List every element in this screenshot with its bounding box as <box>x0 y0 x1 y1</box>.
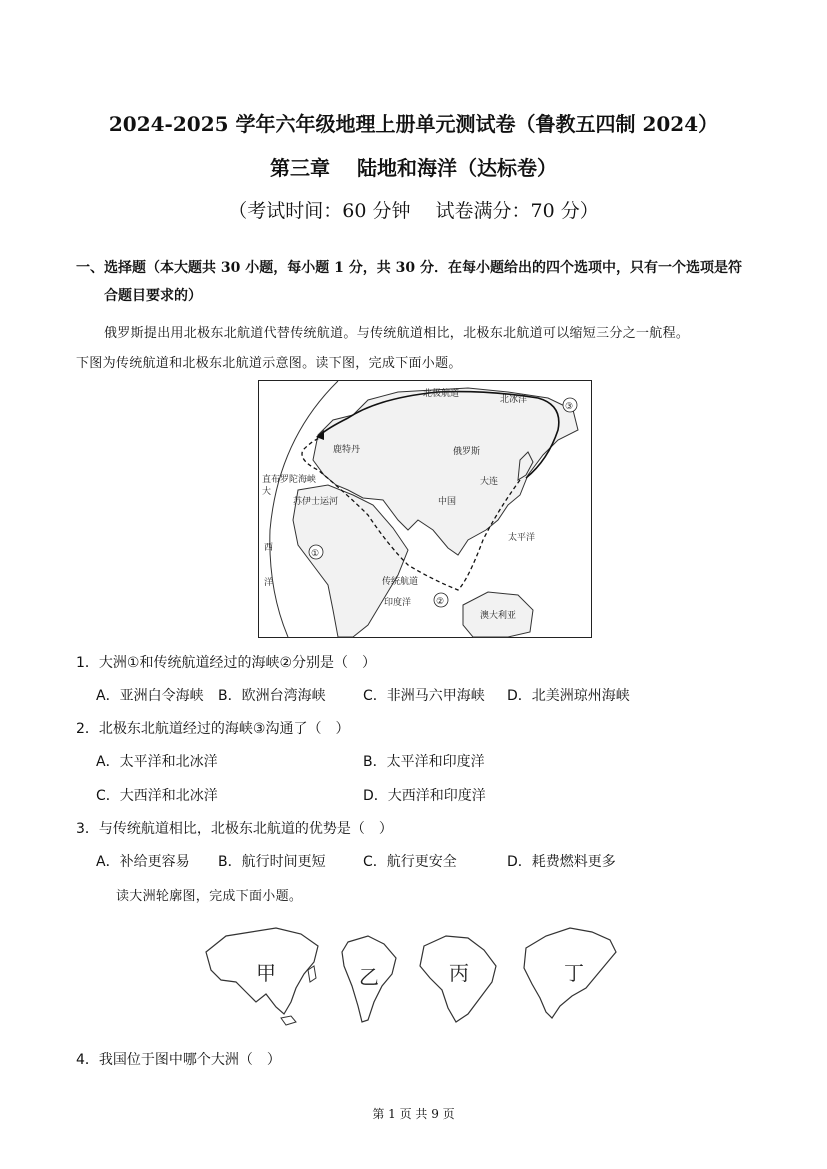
question-3-stem: 3．与传统航道相比，北极东北航道的优势是（ ） <box>76 821 393 837</box>
continent-label-ding: 丁 <box>564 961 584 985</box>
q2-option-b: B．太平洋和印度洋 <box>363 754 485 770</box>
q1-option-d: D．北美洲琼州海峡 <box>507 688 630 704</box>
material-text-1: 俄罗斯提出用北极东北航道代替传统航道。与传统航道相比，北极东北航道可以缩短三分之一航程。 <box>104 326 690 341</box>
indonesia-islands-outline <box>281 1016 296 1025</box>
material2-text: 读大洲轮廓图，完成下面小题。 <box>116 889 303 904</box>
chapter-title: 第三章 陆地和海洋（达标卷） <box>270 156 557 180</box>
label-dalian: 大连 <box>480 477 499 487</box>
q3-option-a: A．补给更容易 <box>96 854 190 870</box>
q2-option-c: C．大西洋和北冰洋 <box>96 788 218 804</box>
q1-option-c: C．非洲马六甲海峡 <box>363 688 485 704</box>
label-arctic-route: 北极航道 <box>423 389 460 399</box>
section-heading: 一、选择题（本大题共 30 小题，每小题 1 分，共 30 分．在每小题给出的四个选项中，只有一个选项是符 <box>76 260 742 276</box>
label-big: 大 <box>262 487 272 497</box>
q2-option-a: A．太平洋和北冰洋 <box>96 754 218 770</box>
q3-option-d: D．耗费燃料更多 <box>507 854 616 870</box>
label-west: 西 <box>264 543 274 553</box>
continent-outlines-figure <box>196 922 626 1028</box>
shipping-route-map <box>258 380 592 638</box>
page-footer: 第 1 页 共 9 页 <box>372 1107 455 1121</box>
q3-option-c: C．航行更安全 <box>363 854 457 870</box>
label-gibraltar: 直布罗陀海峡 <box>262 475 317 485</box>
question-1-stem: 1．大洲①和传统航道经过的海峡②分别是（ ） <box>76 655 377 671</box>
exam-title: 2024-2025 学年六年级地理上册单元测试卷（鲁教五四制 2024） <box>108 112 719 136</box>
q3-option-b: B．航行时间更短 <box>218 854 326 870</box>
question-2-stem: 2．北极东北航道经过的海峡③沟通了（ ） <box>76 721 350 737</box>
label-traditional-route: 传统航道 <box>382 577 419 587</box>
continent-label-yi: 乙 <box>359 965 379 989</box>
label-rotterdam: 鹿特丹 <box>333 445 361 455</box>
q1-option-a: A．亚洲白令海峡 <box>96 688 204 704</box>
q1-option-b: B．欧洲台湾海峡 <box>218 688 326 704</box>
continent-label-jia: 甲 <box>256 961 276 985</box>
label-strait3: ③ <box>565 402 574 412</box>
question-4-stem: 4．我国位于图中哪个大洲（ ） <box>76 1052 281 1068</box>
q2-option-d: D．大西洋和印度洋 <box>363 788 486 804</box>
label-ocean: 洋 <box>264 578 274 588</box>
label-china: 中国 <box>438 497 457 507</box>
label-indian-ocean: 印度洋 <box>384 598 412 608</box>
label-suez: 苏伊士运河 <box>293 497 339 507</box>
exam-info: （考试时间：60 分钟 试卷满分：70 分） <box>228 200 599 222</box>
continent-label-bing: 丙 <box>449 961 469 985</box>
label-continent1: ① <box>311 549 320 559</box>
label-russia: 俄罗斯 <box>453 447 481 457</box>
material-text-2: 下图为传统航道和北极东北航道示意图。读下图，完成下面小题。 <box>76 356 462 371</box>
label-arctic-ocean: 北冰洋 <box>500 395 528 405</box>
label-strait2: ② <box>436 597 445 607</box>
section-heading-cont: 合题目要求的） <box>104 288 202 304</box>
label-australia: 澳大利亚 <box>480 611 517 621</box>
label-pacific: 太平洋 <box>508 533 536 543</box>
